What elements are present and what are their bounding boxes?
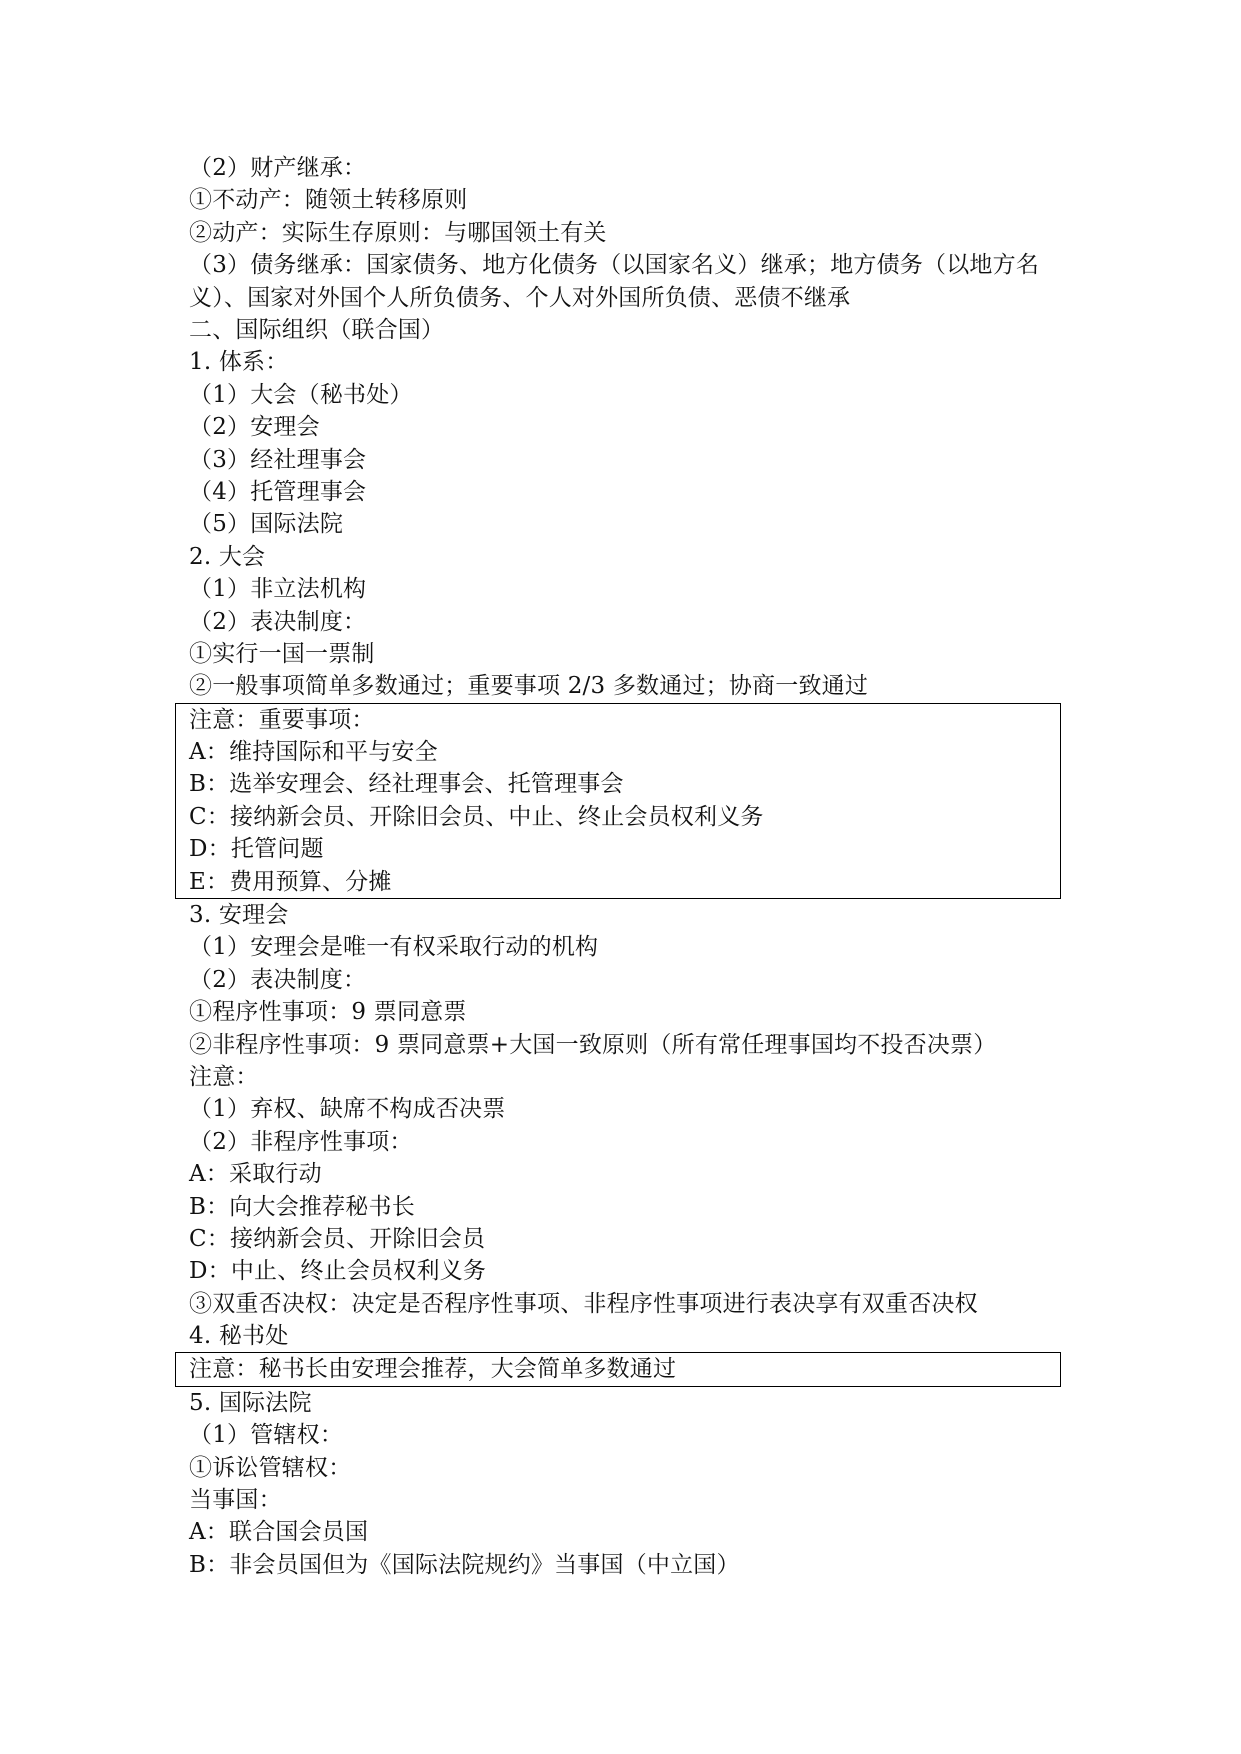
text-line: B：非会员国但为《国际法院规约》当事国（中立国） — [189, 1551, 740, 1578]
text-line: A：采取行动 — [189, 1161, 322, 1188]
text-line: 5. 国际法院 — [189, 1389, 312, 1416]
text-line: （2）安理会 — [189, 414, 320, 441]
text-line: A：联合国会员国 — [189, 1519, 369, 1546]
note-line: C：接纳新会员、开除旧会员、中止、终止会员权利义务 — [189, 803, 764, 830]
debt-succession-paragraph: （3）债务继承：国家债务、地方化债务（以国家名义）继承；地方债务（以地方名义）、国家对外国个人所负债务、个人对外国所负债、恶债不继承 — [189, 252, 1040, 311]
secretary-general-note-box — [175, 1352, 1061, 1386]
text-line: 3. 安理会 — [189, 902, 289, 929]
text-line: ②非程序性事项：9 票同意票+大国一致原则（所有常任理事国均不投否决票） — [189, 1031, 997, 1058]
text-line: ①不动产：随领土转移原则 — [189, 187, 468, 214]
text-line: （1）安理会是唯一有权采取行动的机构 — [189, 934, 599, 961]
section-heading: 二、国际组织（联合国） — [189, 316, 445, 343]
note-line: D：托管问题 — [189, 836, 324, 863]
text-line: C：接纳新会员、开除旧会员 — [189, 1225, 486, 1252]
icj-section — [189, 1387, 1069, 1581]
text-line: 当事国： — [189, 1487, 282, 1514]
text-line: （1）管辖权： — [189, 1422, 344, 1449]
text-line: B：向大会推荐秘书长 — [189, 1193, 415, 1220]
security-council-section — [189, 899, 1069, 1352]
text-line: ②动产：实际生存原则：与哪国领土有关 — [189, 219, 607, 246]
text-line: ③双重否决权：决定是否程序性事项、非程序性事项进行表决享有双重否决权 — [189, 1290, 978, 1317]
text-line: 4. 秘书处 — [189, 1323, 289, 1350]
note-line: A：维持国际和平与安全 — [189, 739, 438, 766]
text-line: （1）非立法机构 — [189, 576, 367, 603]
text-line: （2）财产继承： — [189, 155, 367, 181]
text-line: ①实行一国一票制 — [189, 640, 375, 667]
text-line: ①诉讼管辖权： — [189, 1454, 352, 1481]
text-line: （2）非程序性事项： — [189, 1128, 413, 1155]
text-line: ②一般事项简单多数通过；重要事项 2/3 多数通过；协商一致通过 — [189, 673, 869, 700]
text-line: （5）国际法院 — [189, 511, 344, 538]
text-line: （1）弃权、缺席不构成否决票 — [189, 1096, 506, 1123]
important-matters-note-box — [175, 703, 1061, 899]
note-line: E：费用预算、分摊 — [189, 868, 392, 895]
text-line: 2. 大会 — [189, 543, 266, 570]
document-body — [189, 152, 1069, 1581]
text-line: （2）表决制度： — [189, 608, 367, 635]
property-succession-section — [189, 152, 1069, 249]
text-line: 1. 体系： — [189, 349, 289, 376]
text-line: ①程序性事项：9 票同意票 — [189, 999, 467, 1026]
note-line: 注意：秘书长由安理会推荐，大会简单多数通过 — [189, 1356, 677, 1383]
un-system-section — [189, 314, 1069, 703]
note-line: B：选举安理会、经社理事会、托管理事会 — [189, 771, 624, 798]
text-line: D：中止、终止会员权利义务 — [189, 1258, 487, 1285]
note-line: 注意：重要事项： — [189, 706, 375, 733]
text-line: （1）大会（秘书处） — [189, 381, 413, 408]
text-line: （2）表决制度： — [189, 966, 367, 993]
text-line: （3）经社理事会 — [189, 446, 367, 473]
text-line: 注意： — [189, 1063, 259, 1090]
text-line: （4）托管理事会 — [189, 478, 367, 505]
